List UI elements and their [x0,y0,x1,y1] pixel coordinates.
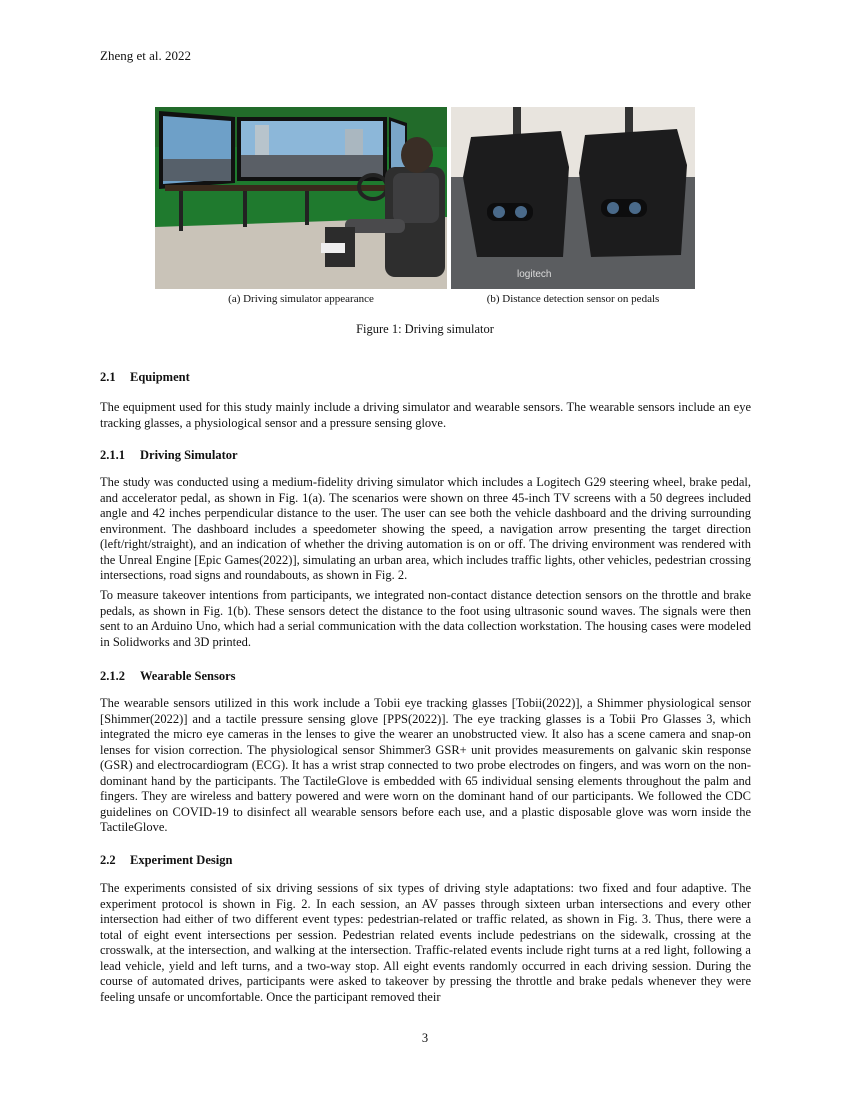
section-heading-experiment-design [100,853,232,868]
section-title: Experiment Design [130,853,233,867]
logitech-logo-text: logitech [517,269,552,280]
running-header: Zheng et al. 2022 [100,48,191,63]
paragraph-experiment-design: The experiments consisted of six driving sessions of six types of driving style adaptations: two fixed and four adaptive. The experiment protocol is shown in Fig. 2. In each session, an AV passes through sixteen urban intersections and every other intersection had either of two different event types: pedestrian-related or traffic related, as shown in Fig. 3. Thus, there were a total of eight event intersections per session. Pedestrian related events include pedestrians on the sidewalk, crossing at the crosswalk, at the intersection, and walking at the intersection. Traffic-related events include right turns at a red light, following a lead vehicle, yield and left turns, and a two-way stop. All eight events randomly occurred in each driving session. During the course of automated drives, participants were asked to takeover by pressing the throttle and brake pedals whenever they were feeling unsafe or uncomfortable. Once the participant removed their [100,881,751,1004]
figure-caption: Figure 1: Driving simulator [356,322,494,336]
section-title: Equipment [130,370,190,384]
paragraph-wearable-sensors: The wearable sensors utilized in this work include a Tobii eye tracking glasses [Tobii(2022)], a Shimmer physiological sensor [Shimmer(2022)] and a tactile pressure sensing glove [PPS(2022)]. The eye tracking glasses is a Tobii Pro Glasses 3, which integrated the micro eye cameras in the lenses to give the wearer an unobstructed view. It also has a scene camera and snap-on lenses for vision correction. The physiological sensor Shimmer3 GSR+ unit provides measurements on galvanic skin response (GSR) and electrocardiogram (ECG). It has a wrist strap connected to two probe electrodes on fingers, and was worn on the non-dominant hand by the participants. The TactileGlove is embedded with 65 individual sensing elements throughout the palm and fingers. They are wireless and battery powered and were worn on the dominant hand of our participants. We followed the CDC guidelines on COVID-19 to disinfect all wearable sensors before each use, and a plastic disposable glove was worn inside the TactileGlove. [100,696,751,834]
section-title: Driving Simulator [140,448,238,462]
paragraph-driving-simulator: The study was conducted using a medium-fidelity driving simulator which includes a Logitech G29 steering wheel, brake pedal, and accelerator pedal, as shown in Fig. 1(a). The scenarios were shown on three 45-inch TV screens with a 50 degrees included angle and 42 inches perpendicular distance to the user. The user can see both the vehicle dashboard and the driving surrounding environment. The dashboard includes a speedometer showing the speed, a navigation arrow presenting the target direction (left/right/straight), and an indication of whether the driving automation is on or off. The driving environment was rendered with the Unreal Engine [Epic Games(2022)], simulating an urban area, which includes traffic lights, other vehicles, pedestrian crossing intersections, road signs and roundabouts, as shown in Fig. 2. [100,475,751,582]
section-heading-equipment [100,370,190,385]
subcaption-a: (a) Driving simulator appearance [228,293,374,305]
subsection-heading-driving-simulator [100,448,238,463]
section-number: 2.1 [100,370,116,384]
figure-b-pedal-sensor-photo [451,107,695,289]
section-number: 2.1.1 [100,448,125,462]
subcaption-b: (b) Distance detection sensor on pedals [486,293,660,305]
section-title: Wearable Sensors [140,669,236,683]
figure-a-driving-simulator-photo [155,107,447,289]
section-number: 2.2 [100,853,116,867]
subsection-heading-wearable-sensors [100,669,235,684]
section-number: 2.1.2 [100,669,125,683]
page-number: 3 [421,1031,429,1045]
paragraph-equipment: The equipment used for this study mainly include a driving simulator and wearable sensors. The wearable sensors include an eye tracking glasses, a physiological sensor and a pressure sensing glove. [100,400,751,430]
paragraph-takeover-measurement: To measure takeover intentions from participants, we integrated non-contact distance detection sensors on the throttle and brake pedals, as shown in Fig. 1(b). These sensors detect the distance to the foot using ultrasonic sound waves. The signals were then sent to an Arduino Uno, which had a serial communication with the data collection workstation. The housing cases were modeled in Solidworks and 3D printed. [100,588,751,649]
